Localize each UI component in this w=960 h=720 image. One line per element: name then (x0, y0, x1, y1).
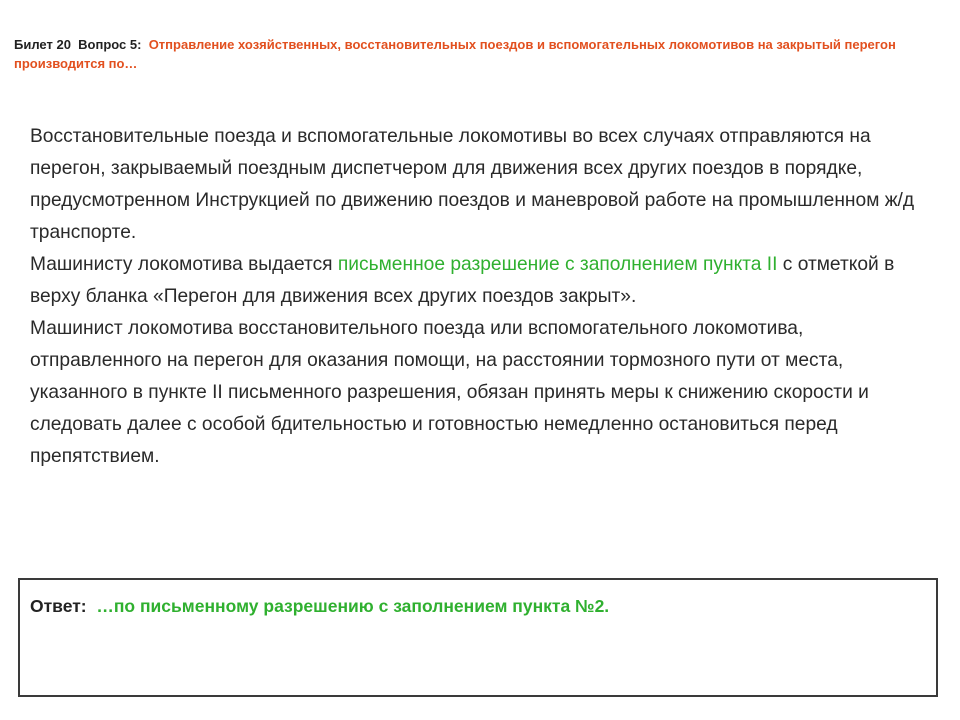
paragraph-2-highlight: письменное разрешение с заполнением пункта II (337, 254, 778, 275)
question-number: Вопрос 5: (78, 37, 142, 52)
answer-text: …по письменному разрешению с заполнением пункта №2. (96, 596, 610, 616)
answer-label: Ответ: (30, 596, 87, 616)
paragraph-2-after: с отметкой в верху бланка «Перегон для движения всех других поездов закрыт». (30, 254, 895, 307)
ticket-label: Билет 20 (14, 37, 71, 52)
question-header (14, 35, 944, 73)
paragraph-1: Восстановительные поезда и вспомогательные локомотивы во всех случаях отправляются на перегон, закрываемый поездным диспетчером для движения всех других поездов в порядке, предусмотренном Инструкцией по движению поездов и маневровой работе на промышленном ж/д транспорте. (30, 126, 915, 243)
answer-box (18, 578, 938, 697)
explanation-text (30, 121, 930, 473)
paragraph-2 (30, 249, 930, 313)
paragraph-3: Машинист локомотива восстановительного поезда или вспомогательного локомотива, отправленного на перегон для оказания помощи, на расстоянии тормозного пути от места, указанного в пункте II письменного разрешения, обязан принять меры к снижению скорости и следовать далее с особой бдительностью и готовностью немедленно остановиться перед препятствием. (30, 318, 869, 467)
paragraph-2-before: Машинисту локомотива выдается (30, 254, 333, 275)
question-text: Отправление хозяйственных, восстановительных поездов и вспомогательных локомотивов на закрытый перегон производится по… (14, 37, 896, 71)
answer-line (30, 594, 609, 618)
